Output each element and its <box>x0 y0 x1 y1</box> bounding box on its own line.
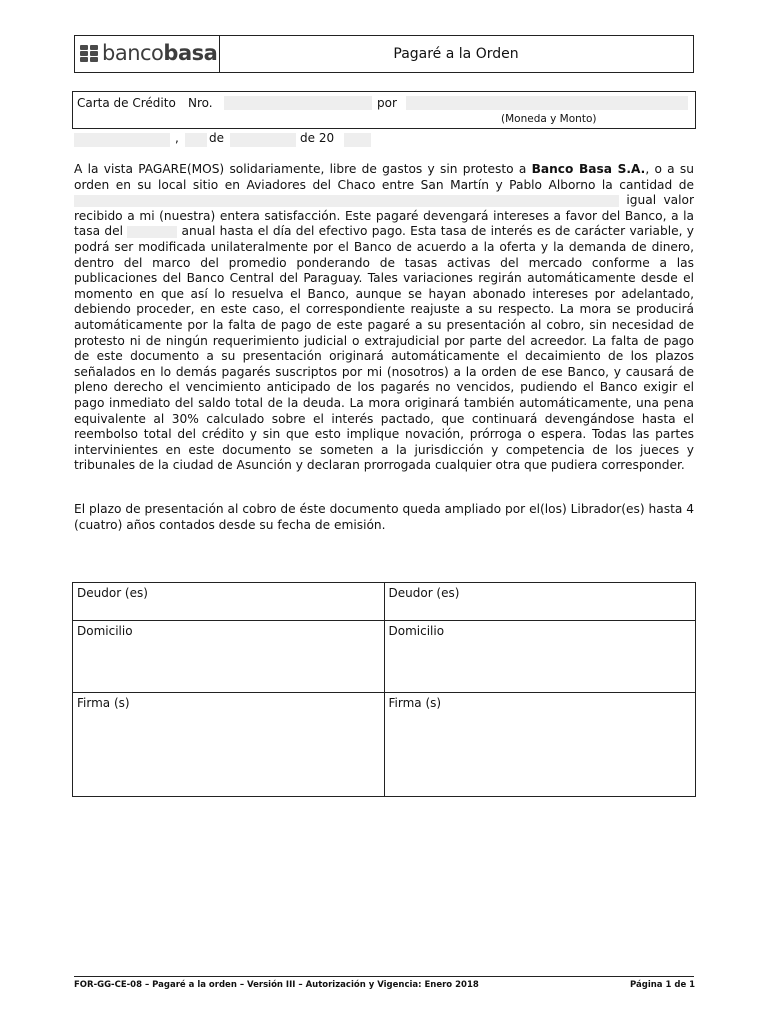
signature-cell-right[interactable]: Firma (s) <box>384 693 696 797</box>
bank-name: Banco Basa S.A. <box>531 162 646 176</box>
currency-amount-note: (Moneda y Monto) <box>501 113 597 125</box>
year-field[interactable] <box>344 133 371 147</box>
document-title: Pagaré a la Orden <box>393 46 519 62</box>
page-number: Página 1 de 1 <box>630 980 696 990</box>
amount-in-words-field[interactable] <box>74 195 619 207</box>
debtor-cell-left[interactable]: Deudor (es) <box>73 583 385 621</box>
nro-label: Nro. <box>188 96 213 110</box>
signature-cell-left[interactable]: Firma (s) <box>73 693 385 797</box>
interest-rate-field[interactable] <box>127 226 177 238</box>
amount-field[interactable] <box>406 96 688 110</box>
document-header <box>74 35 694 73</box>
logo-mark-icon <box>80 45 98 62</box>
date-de-label: de <box>209 131 224 145</box>
presentation-term-text: El plazo de presentación al cobro de éste documento queda ampliado por el(los) Librador(es) hasta 4 (cuatro) años contados desde su fecha de emisión. <box>74 502 694 532</box>
day-field[interactable] <box>185 133 207 147</box>
month-field[interactable] <box>230 133 296 147</box>
por-label: por <box>377 96 397 110</box>
date-comma: , <box>175 131 179 145</box>
credit-number-field[interactable] <box>224 96 372 110</box>
address-cell-left[interactable]: Domicilio <box>73 621 385 693</box>
debtor-signature-table <box>72 582 696 797</box>
logo-text: bancobasa <box>102 41 218 65</box>
credit-letter-label: Carta de Crédito <box>77 96 176 110</box>
footer-divider <box>74 976 694 977</box>
debtor-cell-right[interactable]: Deudor (es) <box>384 583 696 621</box>
place-field[interactable] <box>74 133 170 147</box>
form-code: FOR-GG-CE-08 – Pagaré a la orden – Versión III – Autorización y Vigencia: Enero 2018 <box>74 980 479 990</box>
credit-letter-box <box>72 91 696 129</box>
date-year-label: de 20 <box>300 131 335 145</box>
bank-logo <box>75 36 220 72</box>
promissory-note-text: A la vista PAGARE(MOS) solidariamente, libre de gastos y sin protesto a Banco Basa S.A., o a su orden en su local sitio en Aviadores del Chaco entre San Martín y Pablo Alborno la cantidad de igual valor recibido a mi (nuestra) entera satisfacción. Este pagaré devengará intereses a favor del Banco, a la tasa del anual hasta el día del efectivo pago. Esta tasa de interés es de carácter variable, y podrá ser modificada unilateralmente por el Banco de acuerdo a la oferta y la demanda de dinero, dentro del marco del promedio ponderando de tasas activas del mercado conforme a las publicaciones del Banco Central del Paraguay. Tales variaciones regirán automáticamente desde el momento en que así lo resuelva el Banco, aunque se hayan abonado intereses por adelantado, debiendo proceder, en este caso, el correspondiente reajuste a su respecto. La mora se producirá automáticamente por la falta de pago de este pagaré a su presentación al cobro, sin necesidad de protesto ni de ningún requerimiento judicial o extrajudicial por parte del acreedor. La falta de pago de este documento a su presentación originará automáticamente el decaimiento de los plazos señalados en lo demás pagarés suscriptos por mi (nosotros) a la orden de ese Banco, y causará de pleno derecho el vencimiento anticipado de los pagarés no vencidos, pudiendo el Banco exigir el pago inmediato del saldo total de la deuda. La mora originará también automáticamente, una pena equivalente al 30% calculado sobre el interés pactado, que continuará devengándose hasta el reembolso total del crédito y sin que esto implique novación, prórroga o espera. Todas las partes intervinientes en este documento se someten a la jurisdicción y competencia de los jueces y tribunales de la ciudad de Asunción y declaran prorrogada cualquier otra que pudiera corresponder. <box>74 162 694 473</box>
address-cell-right[interactable]: Domicilio <box>384 621 696 693</box>
